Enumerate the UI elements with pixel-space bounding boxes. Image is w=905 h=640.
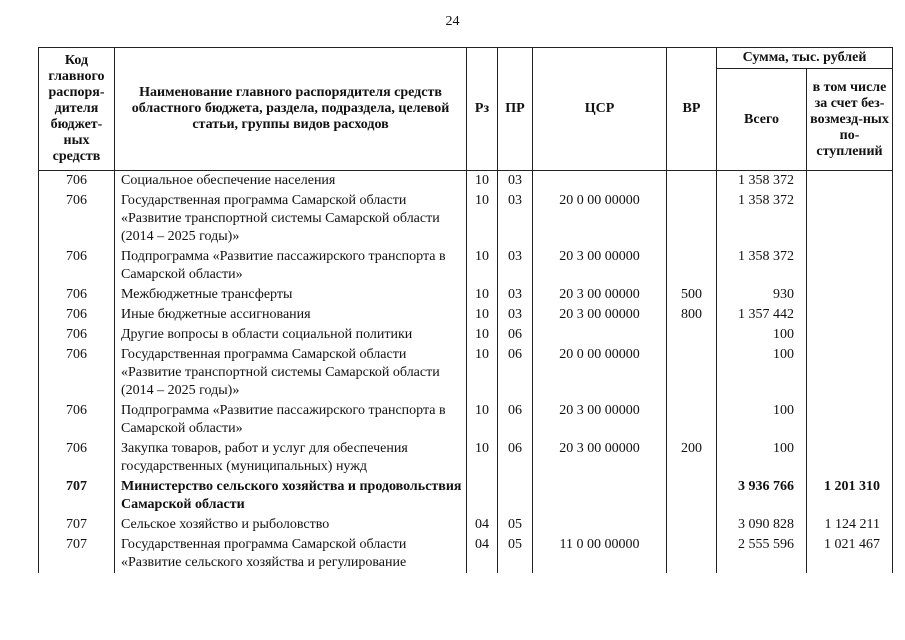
cell-name: Подпрограмма «Развитие пассажирского транспорта в Самарской области»: [115, 401, 467, 439]
cell-name: Закупка товаров, работ и услуг для обеспечения государственных (муниципальных) нужд: [115, 439, 467, 477]
cell-csr: [533, 477, 667, 515]
cell-code: 707: [39, 477, 115, 515]
table-row: [39, 305, 893, 325]
cell-incl: [807, 401, 893, 439]
cell-code: 706: [39, 325, 115, 345]
cell-rz: 10: [467, 439, 498, 477]
cell-csr: 20 3 00 00000: [533, 401, 667, 439]
cell-csr: 20 0 00 00000: [533, 191, 667, 247]
table-row: [39, 439, 893, 477]
header-incl: в том числе за счет без-возмезд-ных по-ступлений: [807, 69, 893, 171]
cell-pr: 05: [498, 515, 533, 535]
cell-code: 706: [39, 285, 115, 305]
cell-pr: 05: [498, 535, 533, 573]
header-sum: Сумма, тыс. рублей: [717, 48, 893, 69]
header-csr: ЦСР: [533, 48, 667, 171]
cell-total: 930: [717, 285, 807, 305]
header-rz: Рз: [467, 48, 498, 171]
cell-csr: 20 3 00 00000: [533, 305, 667, 325]
header-vr: ВР: [667, 48, 717, 171]
cell-csr: 20 3 00 00000: [533, 439, 667, 477]
cell-name: Подпрограмма «Развитие пассажирского транспорта в Самарской области»: [115, 247, 467, 285]
cell-pr: 06: [498, 345, 533, 401]
cell-total: 3 936 766: [717, 477, 807, 515]
cell-vr: [667, 477, 717, 515]
cell-pr: 03: [498, 247, 533, 285]
cell-vr: [667, 171, 717, 192]
table-row: [39, 515, 893, 535]
cell-vr: 200: [667, 439, 717, 477]
cell-pr: [498, 477, 533, 515]
table-row: [39, 191, 893, 247]
cell-total: 2 555 596: [717, 535, 807, 573]
cell-total: 100: [717, 345, 807, 401]
table-row: [39, 535, 893, 573]
cell-code: 706: [39, 305, 115, 325]
cell-pr: 06: [498, 325, 533, 345]
header-total: Всего: [717, 69, 807, 171]
header-name: Наименование главного распорядителя средств областного бюджета, раздела, подраздела, целевой статьи, группы видов расходов: [115, 48, 467, 171]
cell-csr: 20 3 00 00000: [533, 247, 667, 285]
cell-pr: 03: [498, 191, 533, 247]
cell-incl: 1 201 310: [807, 477, 893, 515]
cell-name: Государственная программа Самарской области «Развитие транспортной системы Самарской области (2014 – 2025 годы)»: [115, 191, 467, 247]
cell-incl: [807, 171, 893, 192]
cell-csr: 20 3 00 00000: [533, 285, 667, 305]
cell-rz: 10: [467, 345, 498, 401]
table-row: [39, 401, 893, 439]
cell-name: Межбюджетные трансферты: [115, 285, 467, 305]
page-number: 24: [445, 14, 460, 29]
cell-rz: 10: [467, 305, 498, 325]
cell-pr: 03: [498, 305, 533, 325]
cell-rz: 04: [467, 515, 498, 535]
table-row: [39, 477, 893, 515]
cell-total: 1 358 372: [717, 247, 807, 285]
cell-code: 707: [39, 515, 115, 535]
budget-table: [38, 47, 893, 573]
table-row: [39, 325, 893, 345]
cell-total: 100: [717, 401, 807, 439]
cell-incl: [807, 345, 893, 401]
cell-rz: 10: [467, 247, 498, 285]
cell-vr: [667, 345, 717, 401]
cell-pr: 03: [498, 285, 533, 305]
cell-name: Сельское хозяйство и рыболовство: [115, 515, 467, 535]
cell-pr: 03: [498, 171, 533, 192]
cell-vr: [667, 401, 717, 439]
cell-rz: 10: [467, 401, 498, 439]
cell-total: 100: [717, 325, 807, 345]
cell-vr: [667, 535, 717, 573]
cell-rz: 10: [467, 325, 498, 345]
cell-incl: [807, 305, 893, 325]
cell-vr: [667, 325, 717, 345]
cell-incl: [807, 191, 893, 247]
cell-rz: 10: [467, 171, 498, 192]
cell-vr: [667, 191, 717, 247]
cell-code: 706: [39, 401, 115, 439]
cell-incl: [807, 325, 893, 345]
cell-pr: 06: [498, 439, 533, 477]
cell-rz: 10: [467, 285, 498, 305]
cell-total: 1 358 372: [717, 171, 807, 192]
cell-csr: [533, 171, 667, 192]
cell-incl: 1 021 467: [807, 535, 893, 573]
cell-name: Другие вопросы в области социальной политики: [115, 325, 467, 345]
header-code: Код главного распоря-дителя бюджет-ных средств: [39, 48, 115, 171]
cell-total: 3 090 828: [717, 515, 807, 535]
cell-total: 1 358 372: [717, 191, 807, 247]
cell-rz: 10: [467, 191, 498, 247]
cell-incl: [807, 439, 893, 477]
table-row: [39, 171, 893, 192]
cell-vr: [667, 247, 717, 285]
cell-csr: 20 0 00 00000: [533, 345, 667, 401]
cell-code: 707: [39, 535, 115, 573]
cell-csr: [533, 325, 667, 345]
cell-code: 706: [39, 191, 115, 247]
cell-code: 706: [39, 247, 115, 285]
cell-name: Иные бюджетные ассигнования: [115, 305, 467, 325]
cell-name: Социальное обеспечение населения: [115, 171, 467, 192]
cell-total: 1 357 442: [717, 305, 807, 325]
cell-code: 706: [39, 439, 115, 477]
table-row: [39, 285, 893, 305]
cell-csr: 11 0 00 00000: [533, 535, 667, 573]
table-row: [39, 247, 893, 285]
cell-incl: 1 124 211: [807, 515, 893, 535]
cell-code: 706: [39, 171, 115, 192]
table-body: [39, 171, 893, 574]
cell-rz: 04: [467, 535, 498, 573]
cell-code: 706: [39, 345, 115, 401]
cell-vr: [667, 515, 717, 535]
cell-vr: 500: [667, 285, 717, 305]
cell-incl: [807, 285, 893, 305]
table-row: [39, 345, 893, 401]
cell-csr: [533, 515, 667, 535]
cell-total: 100: [717, 439, 807, 477]
cell-pr: 06: [498, 401, 533, 439]
cell-incl: [807, 247, 893, 285]
cell-name: Государственная программа Самарской области «Развитие транспортной системы Самарской области (2014 – 2025 годы)»: [115, 345, 467, 401]
header-pr: ПР: [498, 48, 533, 171]
cell-rz: [467, 477, 498, 515]
cell-name: Министерство сельского хозяйства и продовольствия Самарской области: [115, 477, 467, 515]
cell-vr: 800: [667, 305, 717, 325]
cell-name: Государственная программа Самарской области «Развитие сельского хозяйства и регулирование: [115, 535, 467, 573]
